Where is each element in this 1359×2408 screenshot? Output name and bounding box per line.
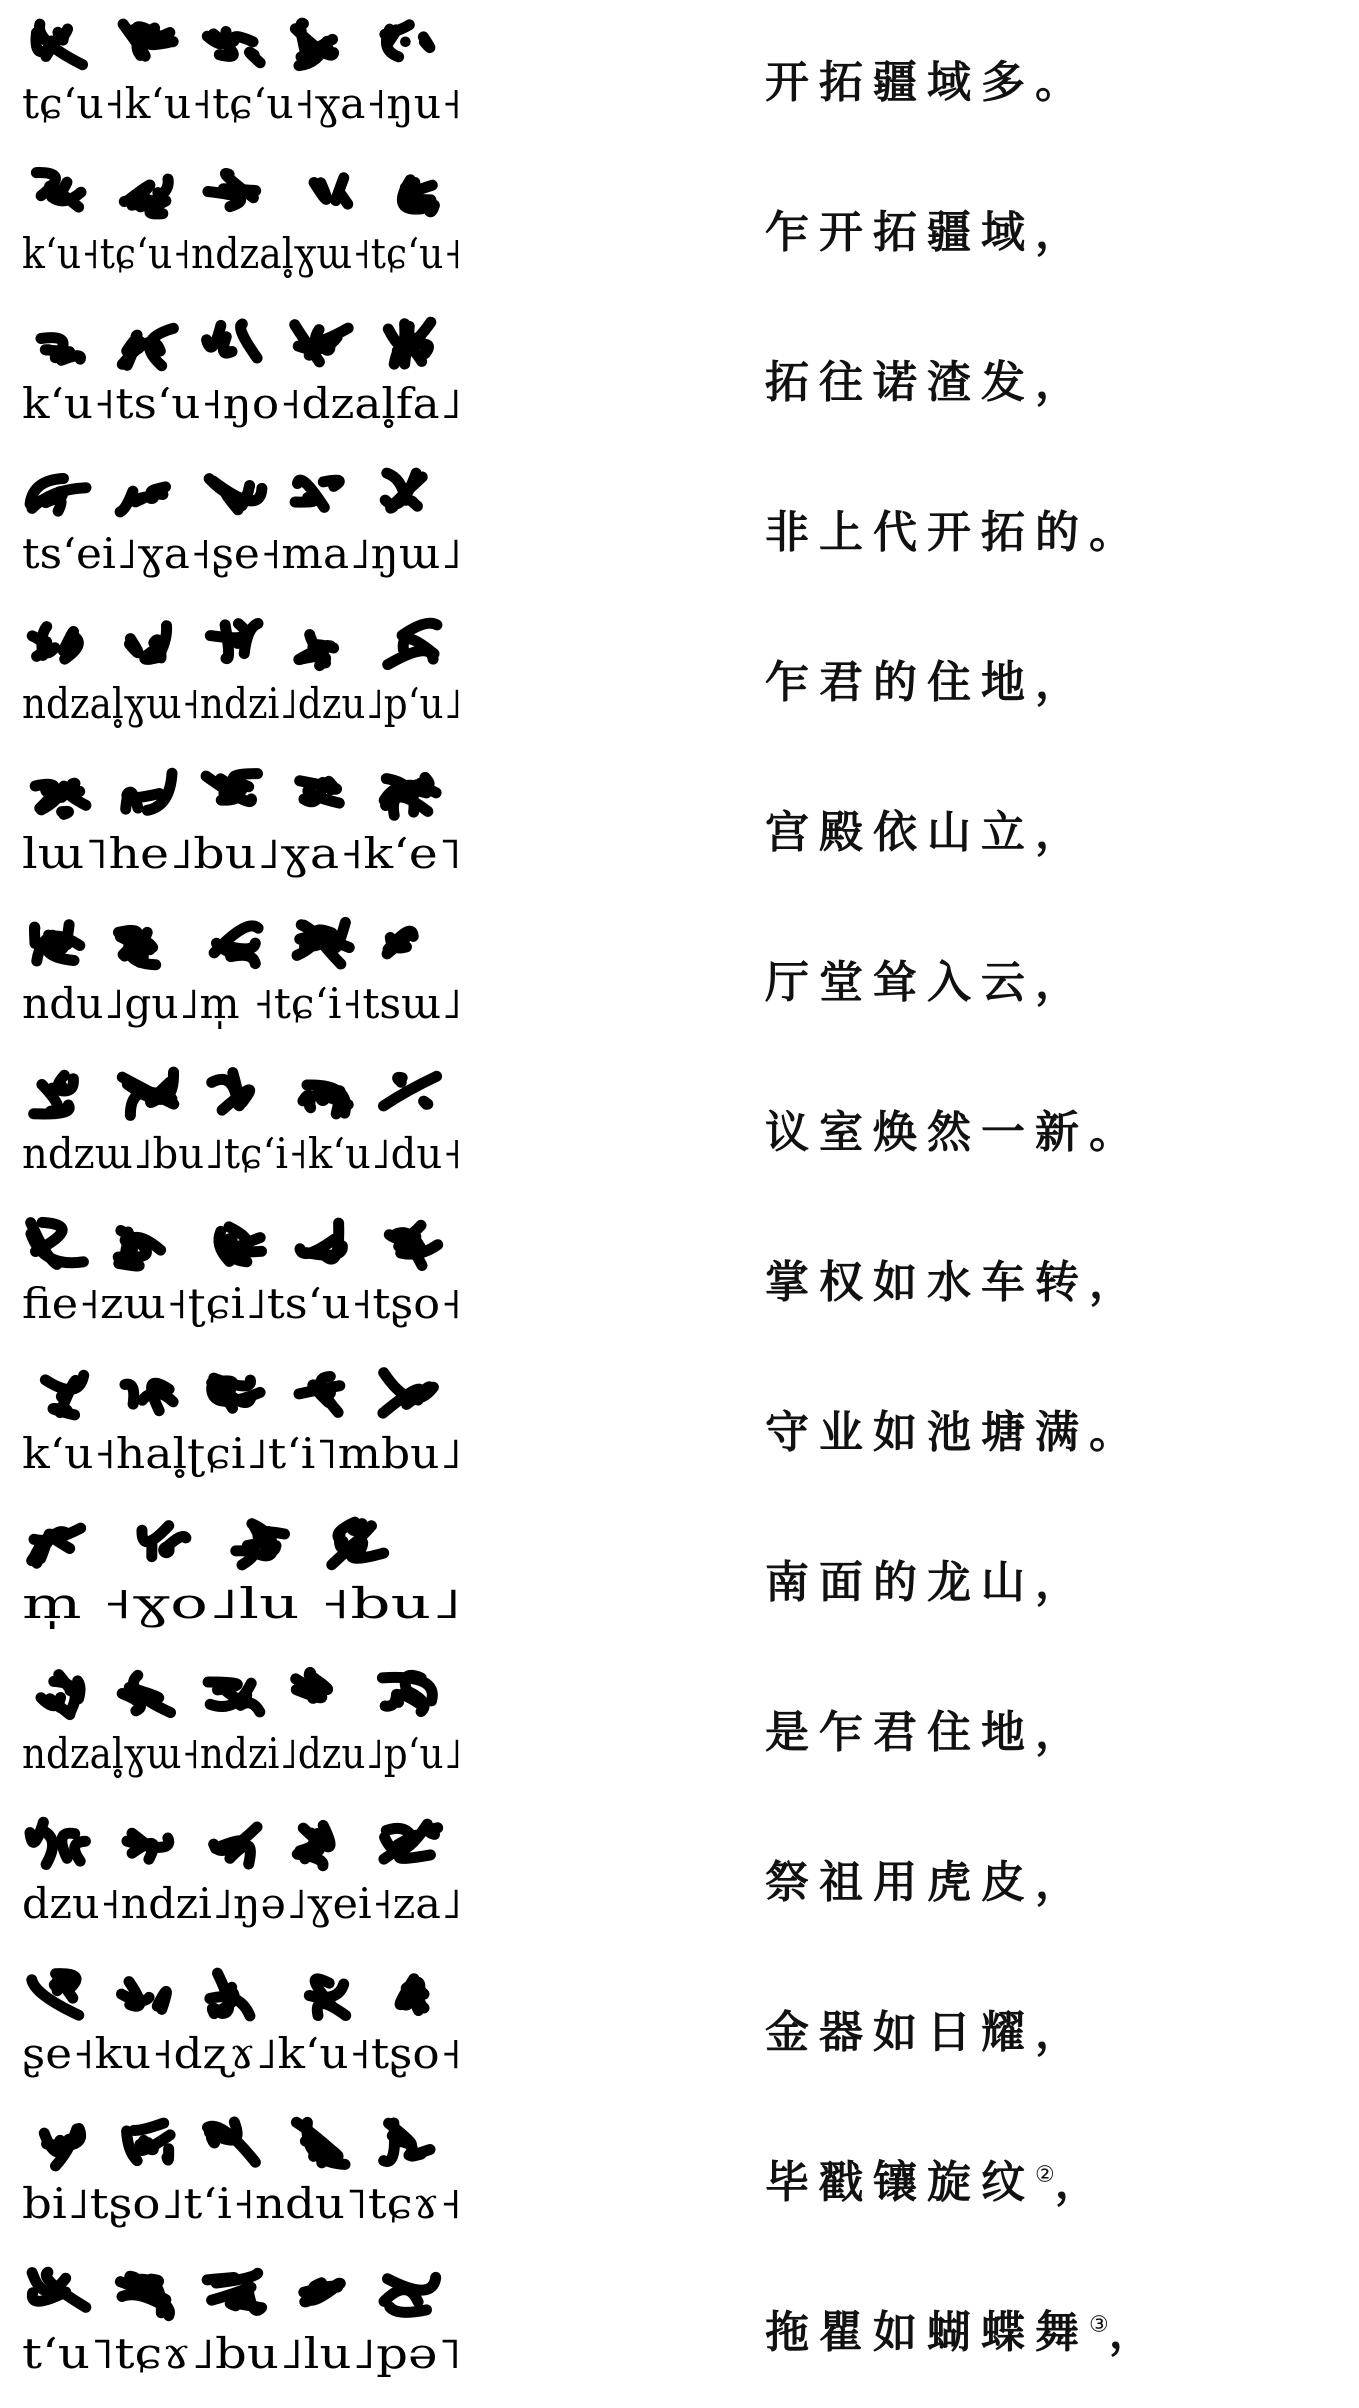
verse-punctuation: ，: [1108, 2307, 1163, 2358]
romanization: ndu˩gu˩m̩ ˧tɕʻi˧tsɯ˩: [22, 979, 460, 1028]
yi-script-image: [18, 158, 468, 288]
verse-row: [0, 458, 1359, 608]
chinese-verse: [765, 346, 1089, 410]
verse-row: [0, 2258, 1359, 2408]
yi-glyphs: [31, 1222, 438, 1266]
verse-row: [0, 158, 1359, 308]
verse-text: 开拓疆域多。: [765, 57, 1089, 108]
verse-text: 乍君的住地，: [765, 657, 1089, 708]
yi-script-image: [18, 1808, 468, 1938]
romanization: ʂe˧ku˧dʐɤ˩kʻu˧tʂo˧: [22, 2029, 462, 2078]
yi-glyphs: [32, 1522, 384, 1565]
verse-row: [0, 908, 1359, 1058]
verse-text: 祭祖用虎皮，: [765, 1857, 1089, 1908]
verse-row: [0, 1508, 1359, 1658]
chinese-verse: [765, 2296, 1163, 2360]
yi-script-image: [18, 2108, 468, 2238]
chinese-verse: [765, 1246, 1143, 1310]
romanization: lɯ˥he˩bu˩ɣa˧kʻe˥: [22, 829, 462, 878]
yi-script-image: [18, 1958, 468, 2088]
romanization: kʻu˧hal̥ʈɕi˩tʻi˥mbu˩: [22, 1429, 462, 1478]
romanization: ndzɯ˩bu˩tɕʻi˧kʻu˩du˧: [22, 1129, 462, 1178]
chinese-verse: [765, 1696, 1089, 1760]
chinese-verse: [765, 1846, 1089, 1910]
yi-script-image: [18, 1358, 468, 1488]
yi-script-image: [18, 8, 468, 138]
verse-text: 是乍君住地，: [765, 1707, 1089, 1758]
yi-glyphs: [45, 1373, 433, 1415]
yi-glyphs: [35, 773, 436, 815]
verse-text: 厅堂耸入云，: [765, 957, 1089, 1008]
verse-row: [0, 1358, 1359, 1508]
verse-text: 宫殿依山立，: [765, 807, 1089, 858]
verse-row: [0, 1658, 1359, 1808]
verse-row: [0, 8, 1359, 158]
verse-text: 毕戳镶旋纹: [765, 2157, 1035, 2208]
romanization: kʻu˧tsʻu˧ŋo˧dzal̥fa˩: [22, 379, 463, 428]
yi-glyphs: [30, 1822, 438, 1865]
chinese-verse: [765, 1396, 1143, 1460]
yi-glyphs: [30, 473, 422, 512]
yi-glyphs: [36, 173, 434, 214]
verse-row: [0, 1058, 1359, 1208]
footnote-marker[interactable]: ③: [1089, 2312, 1109, 2338]
verse-row: [0, 1958, 1359, 2108]
chinese-verse: [765, 1096, 1143, 1160]
footnote-marker[interactable]: ②: [1035, 2162, 1055, 2188]
verse-text: 乍开拓疆域，: [765, 207, 1089, 258]
verse-text: 拖瞿如蝴蝶舞: [765, 2307, 1089, 2358]
verse-row: [0, 308, 1359, 458]
romanization: ndzal̥ɣɯ˧ndzi˩dzu˩pʻu˩: [22, 679, 462, 728]
verse-text: 守业如池塘满。: [765, 1407, 1143, 1458]
verse-text: 非上代开拓的。: [765, 507, 1143, 558]
verse-text: 金器如日耀，: [765, 2007, 1089, 2058]
yi-glyphs: [34, 922, 413, 964]
chinese-verse: [765, 1996, 1089, 2060]
yi-script-image: [18, 1208, 468, 1338]
yi-script-image: [18, 758, 468, 888]
verse-text: 掌权如水车转，: [765, 1257, 1143, 1308]
verse-text: 南面的龙山，: [765, 1557, 1089, 1608]
verse-row: [0, 1808, 1359, 1958]
chinese-verse: [765, 496, 1143, 560]
chinese-verse: [765, 46, 1089, 110]
verse-text: 拓往诺渣发，: [765, 357, 1089, 408]
yi-glyphs: [44, 2122, 430, 2166]
verse-row: [0, 2108, 1359, 2258]
verse-punctuation: ，: [1054, 2157, 1109, 2208]
yi-script-image: [18, 2258, 468, 2388]
romanization: bi˩tʂo˩tʻi˧ndu˥tɕɤ˧: [22, 2179, 462, 2228]
romanization: fie˧zɯ˧ʈɕi˩tsʻu˧tʂo˧: [22, 1279, 462, 1328]
romanization: dzu˧ndzi˩ŋə˩ɣei˧za˩: [22, 1879, 463, 1928]
yi-script-image: [18, 608, 468, 738]
yi-script-image: [18, 308, 468, 438]
verse-row: [0, 608, 1359, 758]
chinese-verse: [765, 946, 1089, 1010]
verse-text: 议室焕然一新。: [765, 1107, 1143, 1158]
romanization: m̩ ˧ɣo˩lu ˧bu˩: [22, 1579, 317, 1628]
yi-script-image: [18, 1508, 468, 1638]
romanization: ndzal̥ɣɯ˧ndzi˩dzu˩pʻu˩: [22, 1729, 462, 1778]
yi-glyphs: [41, 1672, 432, 1714]
romanization: tʻu˥tɕɤ˩bu˩lu˩pə˥: [22, 2329, 462, 2378]
chinese-verse: [765, 196, 1089, 260]
verse-row: [0, 758, 1359, 908]
yi-script-image: [18, 908, 468, 1038]
yi-glyphs: [32, 2272, 436, 2316]
yi-glyphs: [34, 1072, 437, 1115]
yi-glyphs: [32, 1973, 424, 2016]
yi-glyphs: [32, 623, 437, 665]
romanization: kʻu˧tɕʻu˧ndzal̥ɣɯ˧tɕʻu˧: [22, 229, 462, 278]
chinese-verse: [765, 1546, 1089, 1610]
chinese-verse: [765, 796, 1089, 860]
yi-script-image: [18, 1058, 468, 1188]
romanization: tsʻei˩ɣa˧ʂe˧ma˩ŋɯ˩: [22, 529, 462, 578]
romanization: tɕʻu˧kʻu˧tɕʻu˧ɣa˧ŋu˧: [22, 79, 462, 128]
chinese-verse: [765, 2146, 1109, 2210]
yi-script-image: [18, 1658, 468, 1788]
verse-row: [0, 1208, 1359, 1358]
yi-script-image: [18, 458, 468, 588]
yi-glyphs: [41, 322, 431, 366]
yi-glyphs: [36, 23, 430, 65]
chinese-verse: [765, 646, 1089, 710]
